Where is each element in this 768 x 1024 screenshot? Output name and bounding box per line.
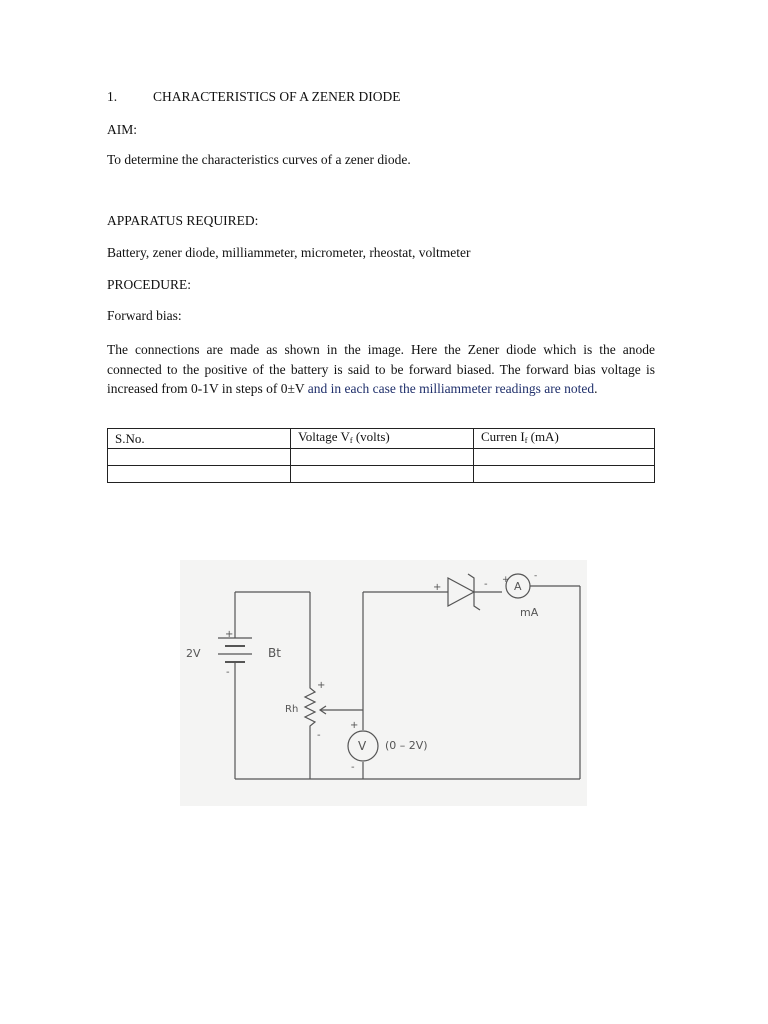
- aim-label: AIM:: [107, 122, 137, 137]
- apparatus-text: Battery, zener diode, milliammeter, micrometer, rheostat, voltmeter: [107, 245, 471, 260]
- procedure-paragraph-main: The connections are made as shown in the image. Here the Zener diode which is the anode connected to the positive of the battery is said to be forward biased. The forward bias voltage is increased from 0-1V in steps of 0±V: [107, 342, 655, 396]
- section-title: CHARACTERISTICS OF A ZENER DIODE: [153, 89, 401, 104]
- battery-voltage-label: 2V: [186, 647, 201, 660]
- table-row: [108, 449, 655, 466]
- procedure-paragraph-tail: and in each case the milliammeter readings are noted: [304, 381, 595, 396]
- rheostat-plus: +: [317, 680, 326, 691]
- section-heading: [107, 89, 401, 105]
- ammeter-plus: +: [502, 575, 510, 585]
- procedure-label: PROCEDURE:: [107, 277, 192, 292]
- apparatus-label: APPARATUS REQUIRED:: [107, 213, 259, 228]
- table-cell: [474, 449, 655, 466]
- ammeter-symbol-label: A: [514, 580, 522, 593]
- forward-bias-heading: Forward bias:: [107, 308, 182, 323]
- voltmeter-symbol-label: V: [358, 739, 367, 753]
- rheostat-label: Rh: [285, 704, 299, 715]
- diode-plus: +: [433, 582, 442, 593]
- voltmeter-minus: -: [351, 762, 355, 773]
- table-cell: [291, 449, 474, 466]
- diode-minus: -: [484, 579, 488, 590]
- header-voltage: Voltage $V_f$ (volts): [291, 429, 474, 449]
- table-row: [108, 466, 655, 483]
- table-cell: [474, 466, 655, 483]
- battery-minus: -: [226, 667, 230, 678]
- voltmeter-plus: +: [350, 720, 359, 731]
- rheostat-minus: -: [317, 730, 321, 741]
- procedure-paragraph: [107, 340, 655, 399]
- header-sno: S.No.: [108, 429, 291, 449]
- ammeter-label: mA: [520, 606, 539, 619]
- circuit-diagram-photo: [180, 560, 587, 806]
- battery-label: Bt: [268, 646, 281, 660]
- table-header-row: [108, 429, 655, 449]
- table-cell: [108, 449, 291, 466]
- table-cell: [108, 466, 291, 483]
- table-cell: [291, 466, 474, 483]
- procedure-paragraph-end: .: [594, 381, 598, 396]
- section-number: 1.: [107, 89, 118, 104]
- readings-table: [107, 428, 655, 483]
- voltmeter-range-label: (0 – 2V): [385, 739, 428, 752]
- aim-text: To determine the characteristics curves of a zener diode.: [107, 152, 411, 167]
- battery-plus: +: [225, 629, 234, 640]
- ammeter-minus: -: [534, 571, 538, 581]
- header-current: Curren $I_f$ (mA): [474, 429, 655, 449]
